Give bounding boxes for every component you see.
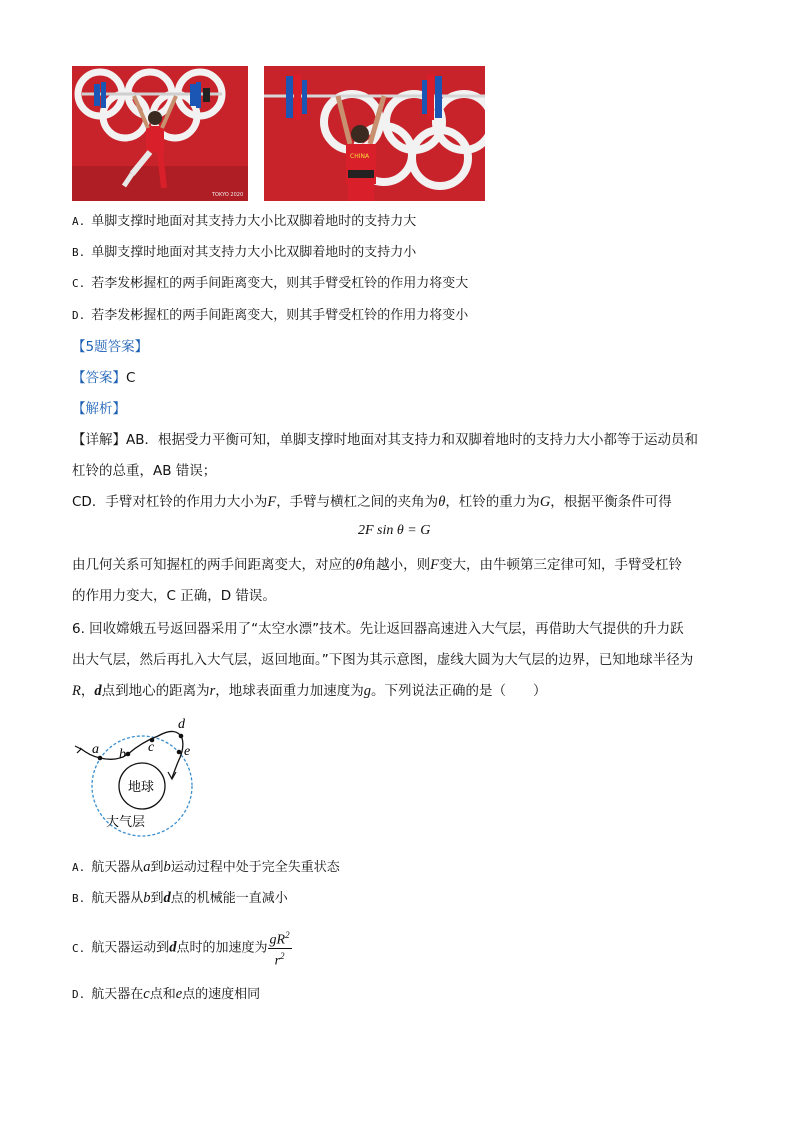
photo-overhead-lift	[264, 66, 485, 201]
point-c-label: c	[148, 740, 155, 755]
detail-line-3: CD．手臂对杠铃的作用力大小为F，手臂与横杠之间的夹角为θ，杠铃的重力为G，根据平衡条件可得	[72, 494, 672, 510]
china-jersey-text: CHINA	[350, 153, 370, 160]
equation: 2F sin θ = G	[358, 523, 431, 538]
analysis-heading: 【解析】	[72, 401, 126, 417]
q6-option-a: A. 航天器从a到b运动过程中处于完全失重状态	[72, 859, 340, 875]
point-d-label: d	[178, 717, 185, 732]
q5-option-c: C. 若李发彬握杠的两手间距离变大，则其手臂受杠铃的作用力将变大	[72, 276, 469, 291]
detail-line-1: 【详解】AB．根据受力平衡可知，单脚支撑时地面对其支持力和双脚着地时的支持力大小都等于运动员和	[72, 432, 698, 448]
detail-line-2: 杠铃的总重，AB 错误；	[72, 463, 217, 479]
answer-line: 【答案】C	[72, 370, 136, 386]
photo-single-leg-lift	[72, 66, 248, 201]
earth-label: 地球	[128, 780, 155, 795]
q6-line-3: R，d点到地心的距离为r，地球表面重力加速度为g。下列说法正确的是（ ）	[72, 683, 547, 699]
q5-section-heading: 【5题答案】	[72, 339, 149, 355]
q6-line-2: 出大气层，然后再扎入大气层，返回地面。”下图为其示意图，虚线大圆为大气层的边界，已知地球半径为	[72, 652, 694, 668]
detail-line-5: 的作用力变大，C 正确，D 错误。	[72, 588, 276, 604]
q5-option-a: A. 单脚支撑时地面对其支持力大小比双脚着地时的支持力大	[72, 214, 417, 229]
acceleration-fraction: $\frac{gR^2}{r^2}$	[269, 930, 290, 969]
q5-option-b: B. 单脚支撑时地面对其支持力大小比双脚着地时的支持力小	[72, 245, 417, 260]
detail-line-4: 由几何关系可知握杠的两手间距离变大，对应的θ角越小，则F变大，由牛顿第三定律可知，手臂受杠铃	[72, 557, 682, 573]
atmosphere-label: 大气层	[106, 815, 146, 830]
q6-option-d: D. 航天器在c点和e点的速度相同	[72, 986, 261, 1002]
q5-option-d: D. 若李发彬握杠的两手间距离变大，则其手臂受杠铃的作用力将变小	[72, 308, 469, 323]
q6-line-1: 6. 回收嫦娥五号返回器采用了“太空水漂”技术。先让返回器高速进入大气层，再借助大气提供的升力跃	[72, 621, 684, 637]
q6-option-b: B. 航天器从b到d点的机械能一直减小	[72, 890, 288, 906]
point-b-label: b	[119, 747, 126, 762]
q6-option-c: C. 航天器运动到d点时的加速度为 $\frac{gR^2}{r^2}$	[72, 930, 290, 969]
tokyo-caption: TOKYO 2020	[212, 192, 244, 198]
skip-reentry-diagram	[72, 712, 212, 840]
point-e-label: e	[184, 744, 191, 759]
point-a-label: a	[92, 742, 99, 757]
